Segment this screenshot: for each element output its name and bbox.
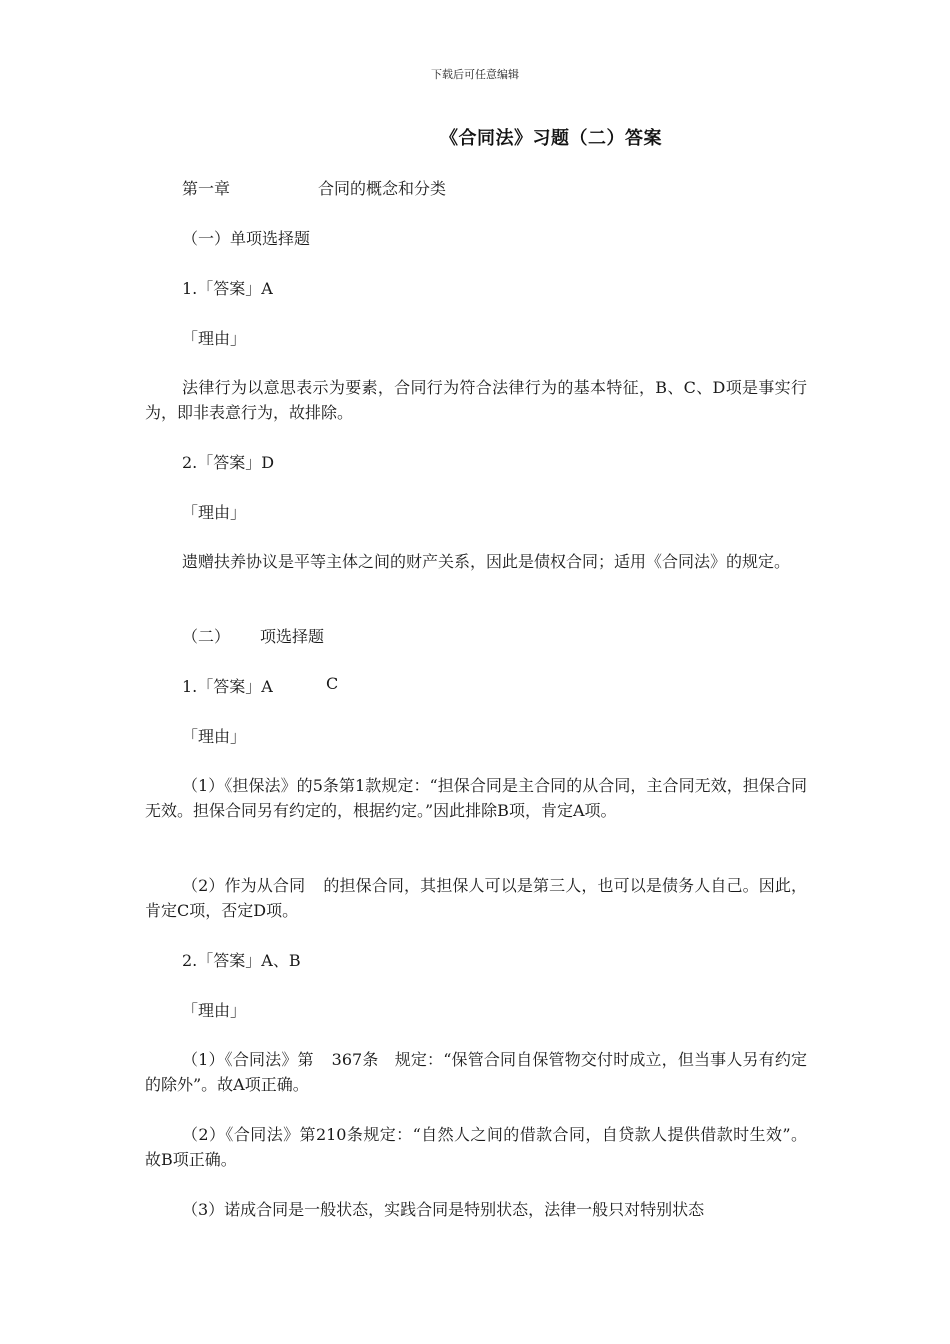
- answer-1-extra: C: [326, 674, 339, 693]
- reason-paragraph-2: [145, 873, 807, 923]
- reason-text: 遗赠扶养协议是平等主体之间的财产关系，因此是债权合同；适用《合同法》的规定。: [182, 552, 791, 571]
- section-heading-multi-choice-prefix: （二）: [182, 627, 231, 646]
- reason-paragraph-1-part-c: 规定：“保管合同自保管物交付时成立，但当事人另有约定的除外”。故A项正确。: [145, 1050, 807, 1094]
- chapter-label: 第一章: [182, 179, 231, 198]
- reason-paragraph-3: （3）诺成合同是一般状态，实践合同是特别状态，法律一般只对特别状态: [182, 1200, 705, 1219]
- answer-2: 2.「答案」D: [182, 453, 275, 472]
- reason-paragraph-1-part-b: 367条: [331, 1050, 379, 1069]
- answer-2: 2.「答案」A、B: [182, 951, 301, 970]
- chapter-name: 合同的概念和分类: [318, 179, 447, 198]
- reason-paragraph-1-part-a: （1）《合同法》第: [182, 1050, 314, 1069]
- reason-label: 「理由」: [182, 1001, 247, 1020]
- reason-paragraph-1: （1）《担保法》的5条第1款规定：“担保合同是主合同的从合同，主合同无效，担保合同无效。担保合同另有约定的，根据约定。”因此排除B项，肯定A项。: [145, 776, 807, 820]
- reason-paragraph-2-part-a: （2）作为从合同: [182, 876, 306, 895]
- reason-label: 「理由」: [182, 503, 247, 522]
- reason-label: 「理由」: [182, 329, 247, 348]
- reason-text: 法律行为以意思表示为要素，合同行为符合法律行为的基本特征，B、C、D项是事实行为，即非表意行为，故排除。: [145, 378, 807, 422]
- reason-paragraph-2-part-b: 的担保合同，其担保人可以是第三人，也可以是债务人自己。因此，肯定C项，否定D项。: [145, 876, 807, 920]
- answer-1: 1.「答案」A: [182, 677, 273, 696]
- document-title: 《合同法》习题（二）答案: [440, 128, 662, 149]
- section-heading-multi-choice: 项选择题: [260, 627, 325, 646]
- reason-label: 「理由」: [182, 727, 247, 746]
- reason-paragraph-1: [145, 1047, 807, 1097]
- page-header-note: 下载后可任意编辑: [431, 68, 519, 81]
- section-heading-single-choice: （一）单项选择题: [182, 229, 311, 248]
- reason-paragraph-2: （2）《合同法》第210条规定：“自然人之间的借款合同，自贷款人提供借款时生效”。故B项正确。: [145, 1125, 807, 1169]
- answer-1: 1.「答案」A: [182, 279, 273, 298]
